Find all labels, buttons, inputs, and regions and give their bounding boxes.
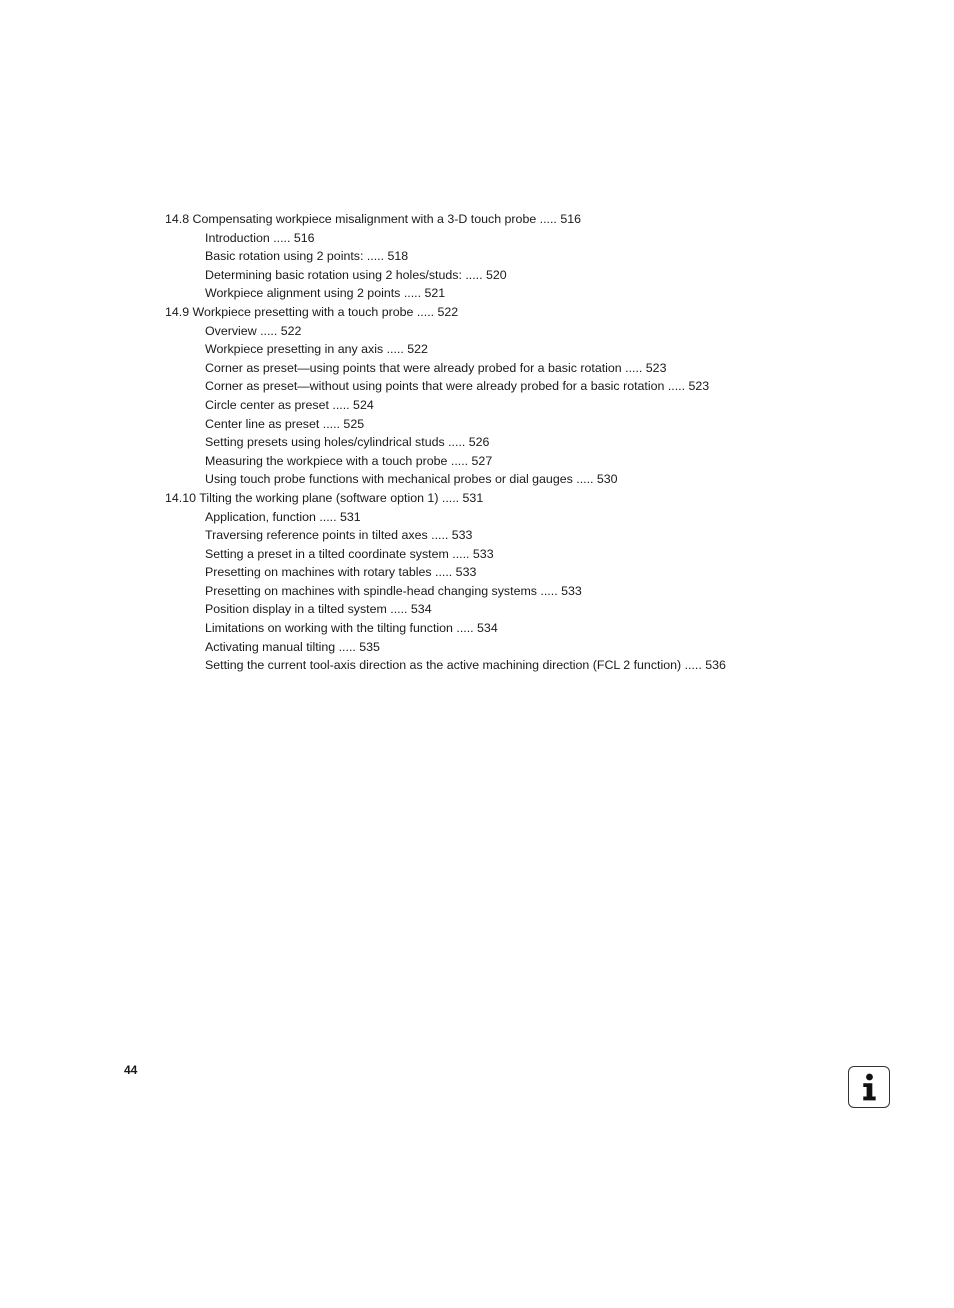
toc-subsection-item: Limitations on working with the tilting function ..... 534 (205, 621, 498, 636)
toc-subsection-item: Application, function ..... 531 (205, 509, 361, 524)
toc-subsection-item: Introduction ..... 516 (205, 230, 315, 245)
toc-subsection-item: Presetting on machines with spindle-head changing systems ..... 533 (205, 583, 582, 598)
toc-section-heading: 14.10 Tilting the working plane (software option 1) ..... 531 (165, 490, 484, 505)
toc-subsection-item: Corner as preset—without using points that were already probed for a basic rotation ..... 523 (205, 379, 710, 394)
toc-section-heading: 14.9 Workpiece presetting with a touch probe ..... 522 (165, 304, 459, 319)
toc-subsection-item: Corner as preset—using points that were already probed for a basic rotation ..... 523 (205, 360, 667, 375)
toc-subsection-item: Presetting on machines with rotary tables ..... 533 (205, 565, 477, 580)
toc-subsection-item: Center line as preset ..... 525 (205, 416, 365, 431)
toc-subsection-item: Activating manual tilting ..... 535 (205, 639, 380, 654)
toc-subsection-item: Workpiece presetting in any axis ..... 522 (205, 342, 428, 357)
info-icon (848, 1066, 890, 1108)
toc-subsection-item: Overview ..... 522 (205, 323, 302, 338)
toc-subsection-item: Setting the current tool-axis direction as the active machining direction (FCL 2 function) ..... 536 (205, 658, 726, 673)
toc-subsection-item: Basic rotation using 2 points: ..... 518 (205, 249, 409, 264)
toc-section-heading: 14.8 Compensating workpiece misalignment with a 3-D touch probe ..... 516 (165, 212, 581, 226)
toc-subsection-item: Circle center as preset ..... 524 (205, 397, 374, 412)
toc-subsection-item: Workpiece alignment using 2 points ..... 521 (205, 286, 446, 301)
toc-subsection-item: Using touch probe functions with mechanical probes or dial gauges ..... 530 (205, 472, 618, 487)
toc-subsection-item: Setting presets using holes/cylindrical studs ..... 526 (205, 435, 490, 450)
page-number: 44 (124, 1063, 138, 1077)
toc-subsection-item: Measuring the workpiece with a touch probe ..... 527 (205, 453, 493, 468)
table-of-contents (165, 210, 925, 675)
toc-subsection-item: Determining basic rotation using 2 holes/studs: ..... 520 (205, 267, 507, 282)
toc-subsection-item: Traversing reference points in tilted axes ..... 533 (205, 528, 473, 543)
toc-subsection-item: Setting a preset in a tilted coordinate system ..... 533 (205, 546, 494, 561)
toc-subsection-item: Position display in a tilted system ..... 534 (205, 602, 432, 617)
